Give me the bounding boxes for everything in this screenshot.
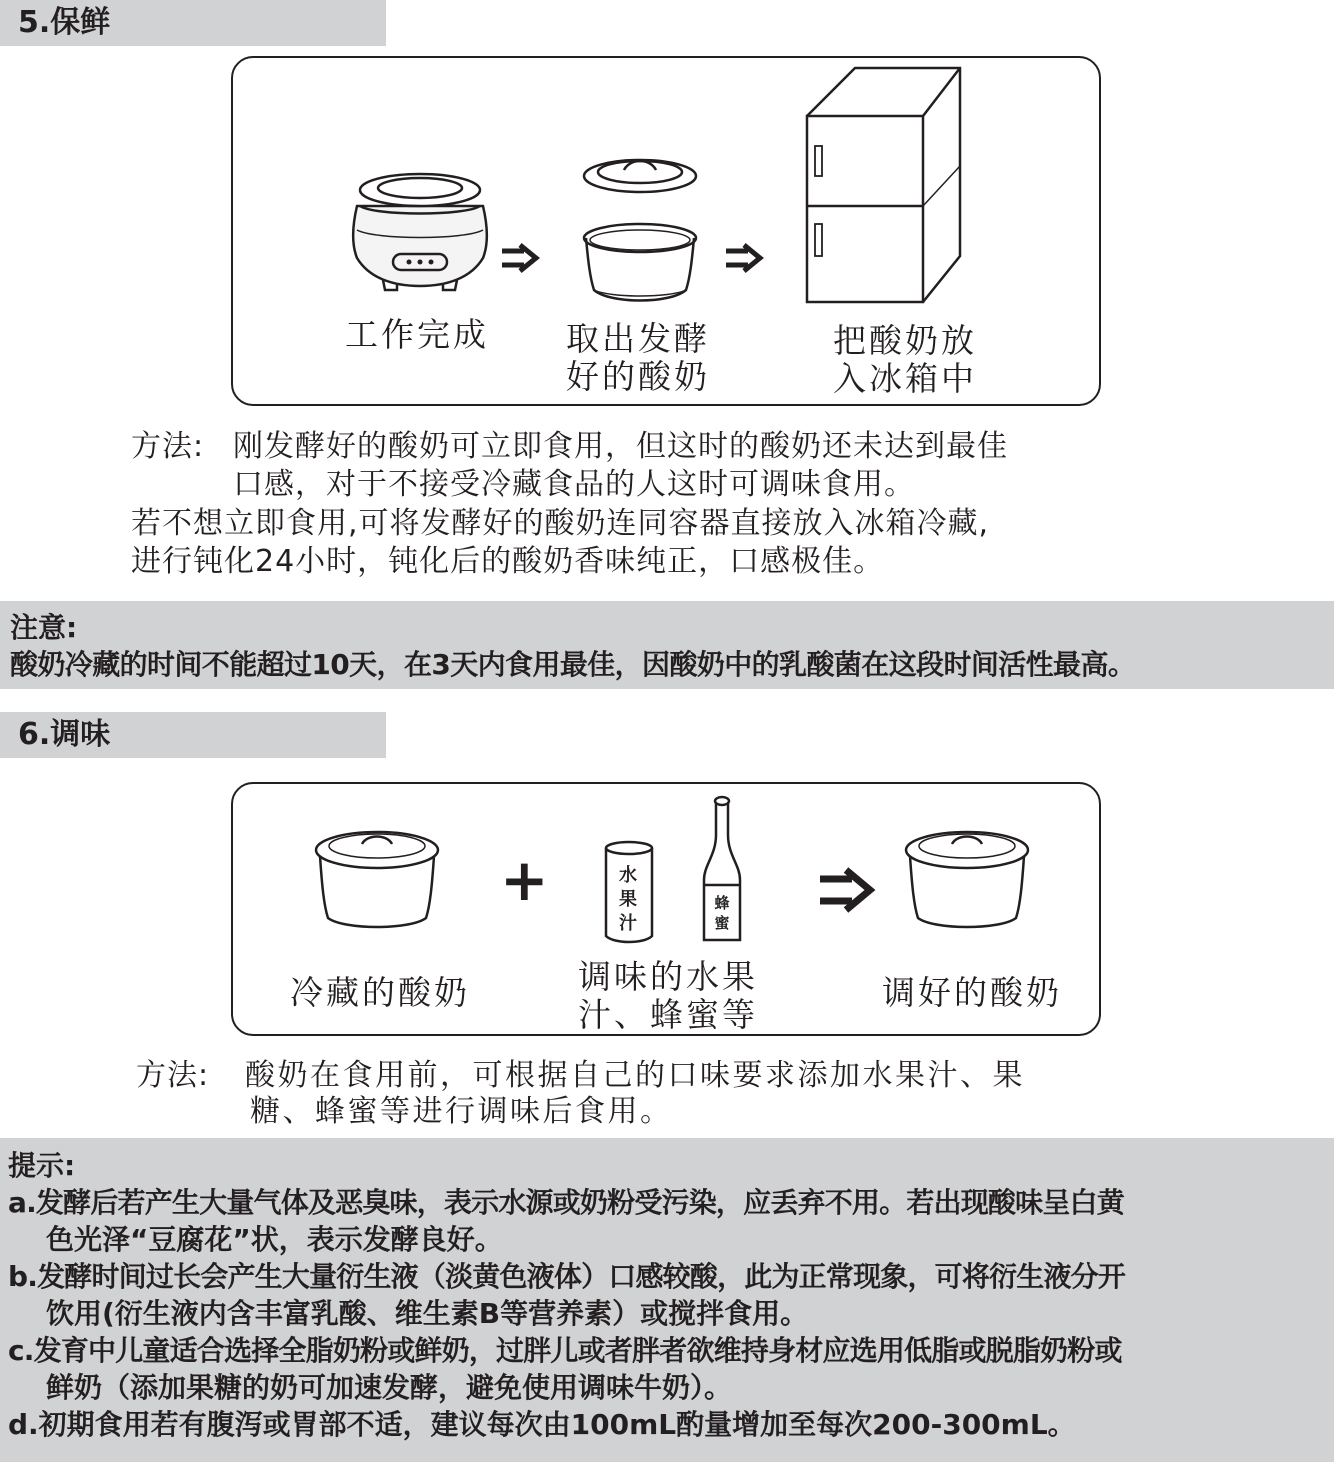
tip-item-continuation: 饮用(衍生液内含丰富乳酸、维生素B等营养素）或搅拌食用。	[46, 1297, 809, 1330]
honey-label: 蜂 蜜	[714, 894, 730, 932]
tips-label: 提示:	[8, 1149, 76, 1182]
step-caption-chilled-yogurt: 冷藏的酸奶	[290, 973, 470, 1012]
arrow-right-icon	[818, 866, 876, 914]
yogurt-container-with-lid-icon	[580, 150, 700, 310]
plus-sign: +	[500, 846, 549, 914]
method-label: 方法:	[131, 429, 205, 464]
notice-label: 注意:	[10, 611, 78, 644]
tip-item-continuation: 色光泽“豆腐花”状，表示发酵良好。	[46, 1223, 503, 1256]
step-caption-seasoned-yogurt: 调好的酸奶	[882, 973, 1062, 1012]
tip-item: c.发育中儿童适合选择全脂奶粉或鲜奶，过胖儿或者胖者欲维持身材应选用低脂或脱脂奶粉或	[8, 1334, 1122, 1367]
step-caption-juice-honey: 调味的水果 汁、蜂蜜等	[578, 957, 758, 1034]
method-text-line: 糖、蜂蜜等进行调味后食用。	[250, 1094, 673, 1129]
tip-item: b.发酵时间过长会产生大量衍生液（淡黄色液体）口感较酸，此为正常现象，可将衍生液分开	[8, 1260, 1126, 1293]
chilled-yogurt-container-icon	[312, 826, 442, 931]
juice-label: 水 果 汁	[619, 865, 637, 934]
fruit-juice-can-icon	[604, 840, 652, 940]
method-label: 方法:	[136, 1058, 210, 1093]
method-text-line: 进行钝化24小时，钝化后的酸奶香味纯正，口感极佳。	[131, 544, 885, 579]
tip-item: d.初期食用若有腹泻或胃部不适，建议每次由100mL酌量增加至每次200-300mL。	[8, 1408, 1076, 1441]
section-5-title: 5.保鲜	[0, 0, 386, 46]
arrow-right-icon	[500, 242, 540, 274]
notice-text: 酸奶冷藏的时间不能超过10天，在3天内食用最佳，因酸奶中的乳酸菌在这段时间活性最高。	[10, 648, 1136, 681]
refrigerator-icon	[805, 66, 965, 306]
yogurt-maker-icon	[345, 168, 495, 293]
method-text-line: 酸奶在食用前，可根据自己的口味要求添加水果汁、果	[245, 1058, 1025, 1093]
step-caption-put-in-fridge: 把酸奶放 入冰箱中	[833, 321, 977, 398]
method-text-line: 刚发酵好的酸奶可立即食用，但这时的酸奶还未达到最佳	[233, 429, 1008, 464]
tip-item: a.发酵后若产生大量气体及恶臭味，表示水源或奶粉受污染，应丢弃不用。若出现酸味呈白黄	[8, 1186, 1124, 1219]
step-caption-work-complete: 工作完成	[345, 315, 489, 354]
step-caption-take-out-yogurt: 取出发酵 好的酸奶	[566, 319, 710, 396]
notice-box	[0, 601, 1334, 689]
tip-item-continuation: 鲜奶（添加果糖的奶可加速发酵，避免使用调味牛奶）。	[46, 1371, 733, 1404]
seasoned-yogurt-container-icon	[902, 826, 1032, 931]
section-6-title: 6.调味	[0, 712, 386, 758]
method-text-line: 若不想立即食用,可将发酵好的酸奶连同容器直接放入冰箱冷藏,	[131, 506, 990, 541]
method-text-line: 口感，对于不接受冷藏食品的人这时可调味食用。	[233, 467, 915, 502]
tips-box	[0, 1138, 1334, 1462]
honey-bottle-icon	[700, 795, 744, 945]
arrow-right-icon	[724, 242, 764, 274]
